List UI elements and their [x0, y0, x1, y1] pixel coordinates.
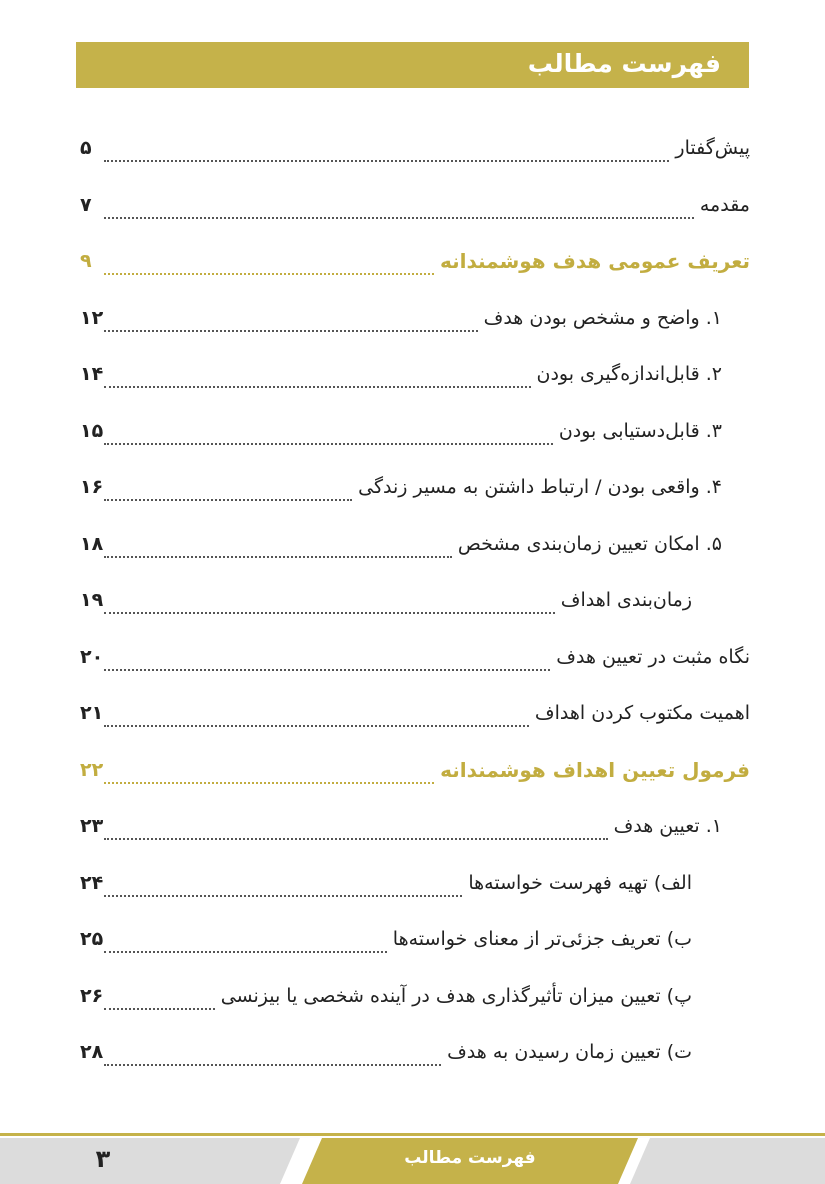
page-title: فهرست مطالب	[527, 49, 721, 78]
toc-entry-title: الف) تهیه فهرست خواسته‌ها	[468, 871, 692, 894]
toc-leader-dots	[104, 782, 434, 784]
toc-entry-title: پ) تعیین میزان تأثیرگذاری هدف در آینده شخصی یا بیزنسی	[220, 984, 692, 1007]
toc-leader-dots	[104, 612, 555, 614]
toc-entry-title: نگاه مثبت در تعیین هدف	[556, 645, 750, 668]
toc-page-number: ۲۵	[80, 928, 104, 950]
toc-page-number: ۲۰	[80, 645, 104, 668]
toc-leader-dots	[104, 386, 531, 388]
toc-leader-dots	[104, 217, 694, 219]
toc-page-number: ۱۲	[80, 306, 104, 329]
toc-entry[interactable]	[80, 414, 750, 452]
toc-section-heading[interactable]	[80, 753, 750, 791]
toc-leader-dots	[104, 838, 608, 840]
toc-entry[interactable]	[80, 357, 750, 395]
toc-leader-dots	[104, 556, 452, 558]
toc-page-number: ۲۶	[80, 984, 104, 1007]
toc-entry[interactable]	[80, 583, 750, 621]
toc-entry-title: ۵. امکان تعیین زمان‌بندی مشخص	[457, 532, 722, 555]
toc-entry-title: ۱. واضح و مشخص بودن هدف	[483, 306, 722, 329]
toc-entry[interactable]	[80, 131, 750, 169]
toc-leader-dots	[104, 669, 550, 671]
toc-entry-title: تعریف عمومی هدف هوشمندانه	[439, 249, 750, 273]
toc-page-number: ۷	[80, 193, 92, 216]
footer-label: فهرست‌ مطالب	[404, 1148, 536, 1168]
toc-page-number: ۲۳	[80, 815, 104, 837]
toc-entry-title: زمان‌بندی اهداف	[560, 589, 692, 611]
toc-leader-dots	[104, 895, 462, 897]
toc-page-number: ۲۸	[80, 1041, 104, 1063]
footer-page-number: ۳	[95, 1145, 111, 1173]
toc-entry-title: ۳. قابل‌دستیابی بودن	[558, 419, 722, 442]
toc-entry-title: ۲. قابل‌اندازه‌گیری بودن	[536, 363, 722, 385]
toc-entry-title: ت) تعیین زمان رسیدن به هدف	[447, 1041, 692, 1063]
toc-section-heading[interactable]	[80, 244, 750, 282]
toc-page-number: ۱۸	[80, 532, 104, 555]
toc-page-number: ۱۵	[80, 419, 104, 442]
toc-entry[interactable]	[80, 470, 750, 508]
toc-entry[interactable]	[80, 301, 750, 339]
toc-entry-title: فرمول تعیین اهداف هوشمندانه	[440, 757, 750, 782]
toc-page-number: ۱۴	[80, 363, 104, 385]
toc-entry[interactable]	[80, 1035, 750, 1073]
toc-entry-title: ۱. تعیین هدف	[613, 815, 722, 837]
page-title-bar	[76, 42, 749, 88]
toc-page-number: ۹	[80, 250, 92, 272]
toc-entry-title: ب) تعریف جزئی‌تر از معنای خواسته‌ها	[392, 928, 692, 950]
toc-entry[interactable]	[80, 696, 750, 734]
toc-entry[interactable]	[80, 188, 750, 226]
toc-leader-dots	[104, 499, 352, 501]
toc-entry[interactable]	[80, 527, 750, 565]
toc-leader-dots	[104, 160, 669, 162]
toc-entry[interactable]	[80, 866, 750, 904]
toc-leader-dots	[104, 443, 553, 445]
toc-leader-dots	[104, 1008, 215, 1010]
toc-entry[interactable]	[80, 922, 750, 960]
toc-leader-dots	[104, 330, 478, 332]
toc-page-number: ۱۹	[80, 589, 104, 611]
toc-leader-dots	[104, 951, 387, 953]
toc-page-number: ۱۶	[80, 476, 104, 498]
toc-entry[interactable]	[80, 979, 750, 1017]
toc-entry[interactable]	[80, 640, 750, 678]
footer-divider	[0, 1133, 825, 1136]
toc-leader-dots	[104, 1064, 441, 1066]
toc-entry-title: پیش‌گفتار	[675, 137, 750, 159]
toc-leader-dots	[104, 273, 434, 275]
toc-entry-title: مقدمه	[699, 193, 750, 216]
toc-entry-title: اهمیت مکتوب کردن اهداف	[534, 702, 750, 724]
toc-entry[interactable]	[80, 809, 750, 847]
toc-entry-title: ۴. واقعی بودن / ارتباط داشتن به مسیر زندگی	[358, 476, 722, 498]
toc-page-number: ۵	[80, 137, 92, 159]
toc-page-number: ۲۱	[80, 702, 104, 724]
toc-page-number: ۲۴	[80, 871, 104, 894]
toc-page-number: ۲۲	[80, 758, 104, 781]
toc-leader-dots	[104, 725, 529, 727]
